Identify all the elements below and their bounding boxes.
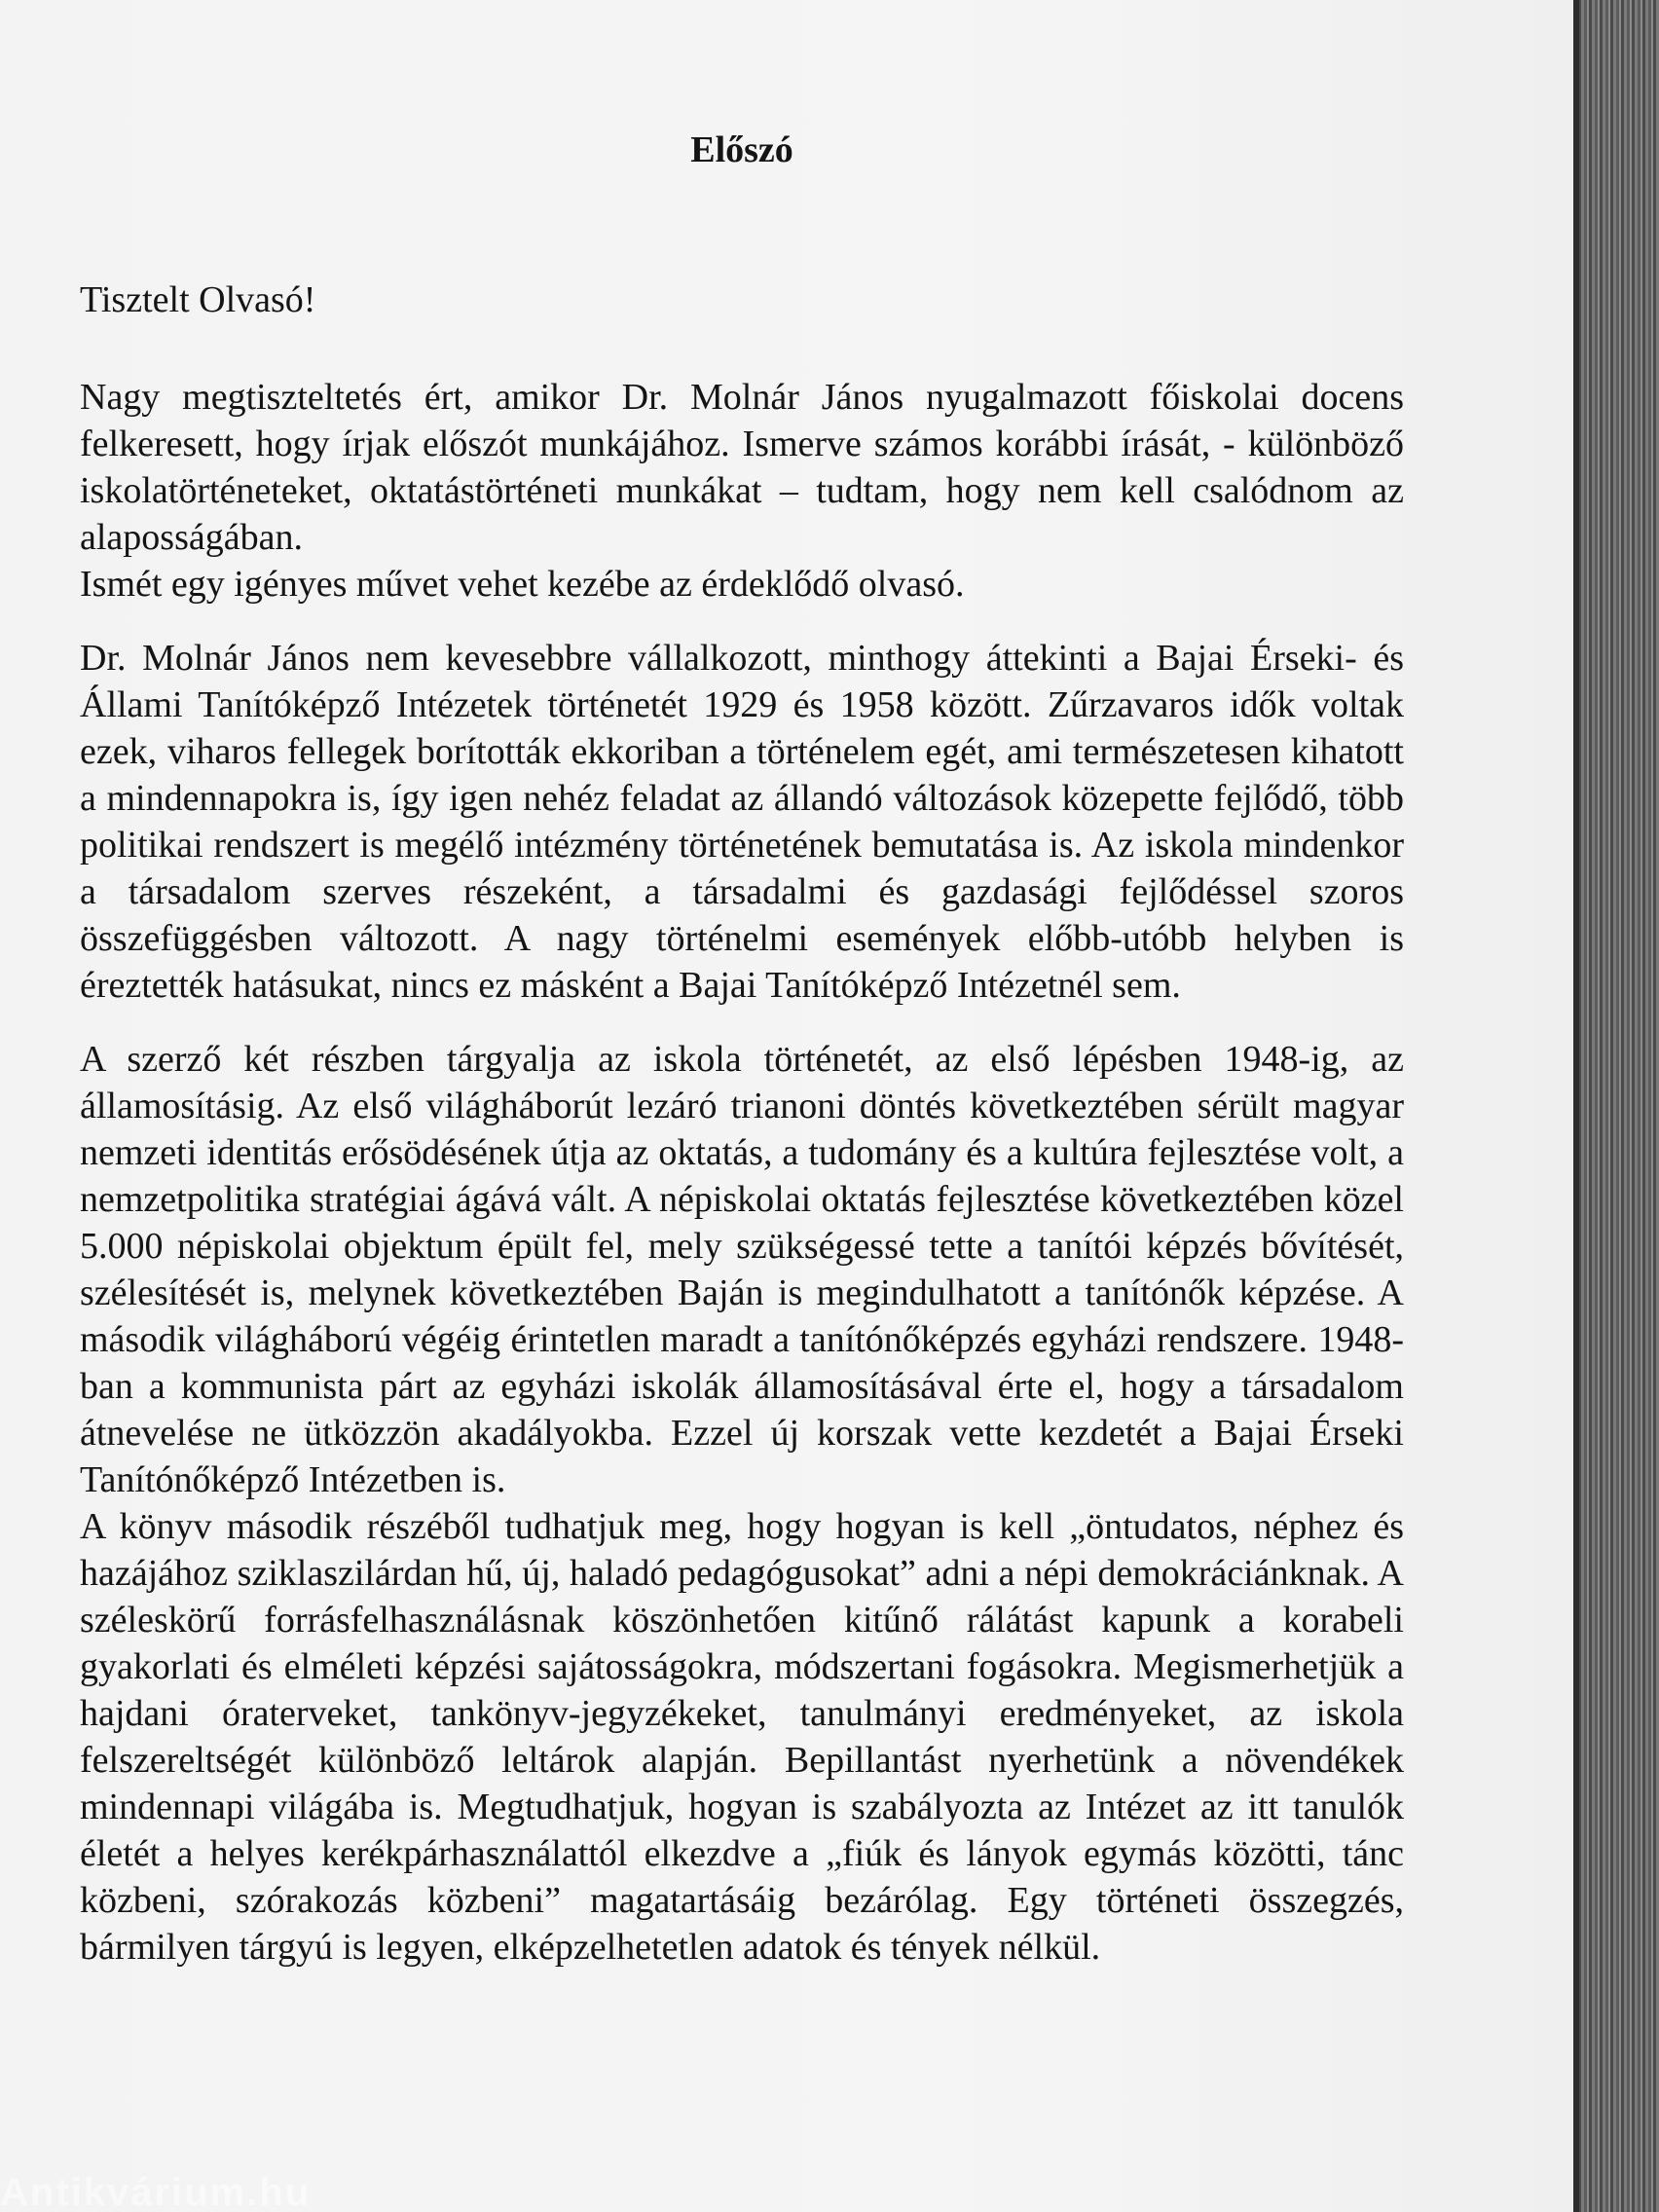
- paragraph-2: Ismét egy igényes művet vehet kezébe az érdeklődő olvasó.: [80, 564, 965, 605]
- salutation: Tisztelt Olvasó!: [80, 279, 316, 320]
- watermark: Antikvárium.hu: [0, 2173, 312, 2212]
- paragraph-3: Dr. Molnár János nem kevesebbre vállalkozott, minthogy áttekinti a Bajai Érseki- és Állami Tanítóképző Intézetek történetét 1929 és 1958 között. Zűrzavaros idők voltak ezek, viharos fellegek borították ekkoriban a történelem egét, ami természetesen kihatott a mindennapokra is, így igen nehéz feladat az állandó változások közepette fejlődő, több politikai rendszert is megélő intézmény történetének bemutatása is. Az iskola mindenkor a társadalom szerves részeként, a társadalmi és gazdasági fejlődéssel szoros összefüggésben változott. A nagy történelmi események előbb-utóbb helyben is éreztették hatásukat, nincs ez másként a Bajai Tanítóképző Intézetnél sem.: [80, 638, 1404, 1006]
- paragraph-1: Nagy megtiszteltetés ért, amikor Dr. Molnár János nyugalmazott főiskolai docens felkeresett, hogy írjak előszót munkájához. Ismerve számos korábbi írását, - különböző iskolatörténeteket, oktatástörténeti munkákat – tudtam, hogy nem kell csalódnom az alaposságában.: [80, 377, 1404, 558]
- page-title: Előszó: [690, 129, 793, 170]
- paragraph-4: A szerző két részben tárgyalja az iskola történetét, az első lépésben 1948-ig, az államosításig. Az első világháborút lezáró trianoni döntés következtében sérült magyar nemzeti identitás erősödésének útja az oktatás, a tudomány és a kultúra fejlesztése volt, a nemzetpolitika stratégiai ágává vált. A népiskolai oktatás fejlesztése következtében közel 5.000 népiskolai objektum épült fel, mely szükségessé tette a tanítói képzés bővítését, szélesítését is, melynek következtében Baján is megindulhatott a tanítónők képzése. A második világháború végéig érintetlen maradt a tanítónőképzés egyházi rendszere. 1948-ban a kommunista párt az egyházi iskolák államosításával érte el, hogy a társadalom átnevelése ne ütközzön akadályokba. Ezzel új korszak vette kezdetét a Bajai Érseki Tanítónőképző Intézetben is.: [80, 1039, 1404, 1500]
- paragraph-5: A könyv második részéből tudhatjuk meg, hogy hogyan is kell „öntudatos, néphez és hazájához sziklaszilárdan hű, új, haladó pedagógusokat” adni a népi demokráciánknak. A széleskörű forrásfelhasználásnak köszönhetően kitűnő rálátást kapunk a korabeli gyakorlati és elméleti képzési sajátosságokra, módszertani fogásokra. Megismerhetjük a hajdani óraterveket, tankönyv-jegyzékeket, tanulmányi eredményeket, az iskola felszereltségét különböző leltárok alapján. Bepillantást nyerhetünk a növendékek mindennapi világába is. Megtudhatjuk, hogyan is szabályozta az Intézet az itt tanulók életét a helyes kerékpárhasználattól elkezdve a „fiúk és lányok egymás közötti, tánc közbeni, szórakozás közbeni” magatartásáig bezárólag. Egy történeti összegzés, bármilyen tárgyú is legyen, elképzelhetetlen adatok és tények nélkül.: [80, 1506, 1404, 1968]
- page-content: [80, 127, 1404, 1971]
- book-spine-edge: [1573, 0, 1659, 2212]
